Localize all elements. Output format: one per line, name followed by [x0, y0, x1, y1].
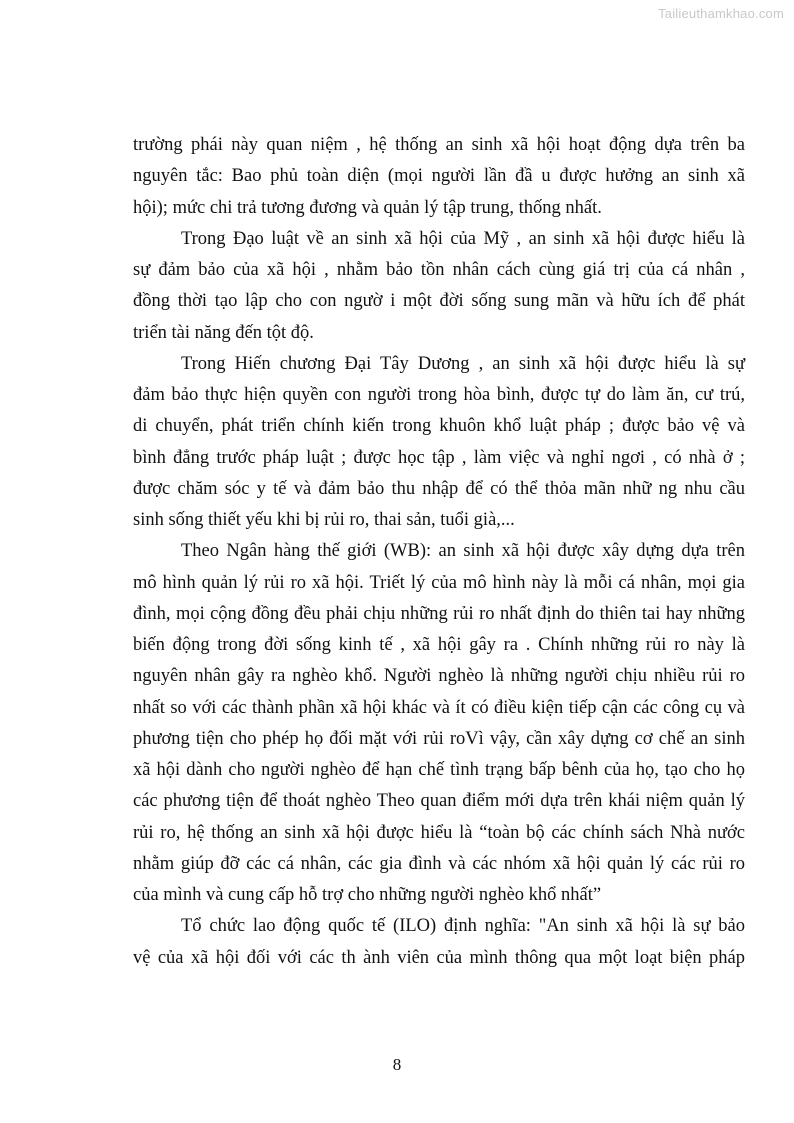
text-line: đình, mọi cộng đồng đều phải chịu những rủi ro nhất định do thiên tai hay những [133, 603, 745, 624]
paragraph-start-line: Theo Ngân hàng thế giới (WB): an sinh xã hội được xây dựng dựa trên [181, 541, 745, 562]
text-line: xã hội dành cho người nghèo để hạn chế tình trạng bấp bênh của họ, tạo cho họ [133, 760, 745, 780]
text-line: bình đẳng trước pháp luật ; được học tập , làm việc và nghỉ ngơi , có nhà ở ; [133, 447, 745, 468]
text-line: sinh sống thiết yếu khi bị rủi ro, thai sản, tuổi già,... [133, 510, 515, 530]
text-line: được chăm sóc y tế và đảm bảo thu nhập để có thể thỏa mãn nhữ ng nhu cầu [133, 478, 745, 499]
text-line: phương tiện cho phép họ đối mặt với rủi roVì vậy, cần xây dựng cơ chế an sinh [133, 728, 745, 749]
text-line: sự đảm bảo của xã hội , nhằm bảo tồn nhân cách cùng giá trị của cá nhân , [133, 260, 745, 280]
text-line: của mình và cung cấp hỗ trợ cho những người nghèo khổ nhất” [133, 885, 602, 905]
text-line: nhằm giúp đỡ các cá nhân, các gia đình và các nhóm xã hội quản lý các rủi ro [133, 853, 745, 874]
text-line: biến động trong đời sống kinh tế , xã hội gây ra . Chính những rủi ro này là [133, 635, 745, 655]
paragraph-start-line: Trong Đạo luật về an sinh xã hội của Mỹ , an sinh xã hội được hiểu là [181, 228, 745, 249]
text-line: rủi ro, hệ thống an sinh xã hội được hiểu là “toàn bộ các chính sách Nhà nước [133, 822, 745, 843]
text-line: các phương tiện để thoát nghèo Theo quan điểm mới dựa trên khái niệm quản lý [133, 791, 745, 812]
page-number: 8 [392, 1055, 402, 1074]
text-line: vệ của xã hội đối với các th ành viên của mình thông qua một loạt biện pháp [133, 947, 745, 968]
text-line: hội); mức chi trả tương đương và quản lý tập trung, thống nhất. [133, 197, 602, 218]
paragraph-start-line: Trong Hiến chương Đại Tây Dương , an sinh xã hội được hiểu là sự [181, 353, 745, 374]
watermark-text: Tailieuthamkhao.com [658, 6, 784, 21]
text-line: đồng thời tạo lập cho con ngườ i một đời sống sung mãn và hữu ích để phát [133, 291, 745, 312]
body-text [133, 130, 745, 974]
text-line: triển tài năng đến tột độ. [133, 322, 314, 343]
text-line: nguyên nhân gây ra nghèo khổ. Người nghèo là những người chịu nhiều rủi ro [133, 666, 745, 687]
text-line: nhất so với các thành phần xã hội khác và ít có điều kiện tiếp cận các công cụ và [133, 697, 745, 718]
paragraph-start-line: Tổ chức lao động quốc tế (ILO) định nghĩa: "An sinh xã hội là sự bảo [181, 916, 745, 937]
text-line: mô hình quản lý rủi ro xã hội. Triết lý của mô hình này là mỗi cá nhân, mọi gia [133, 572, 745, 593]
text-line: di chuyển, phát triển chính kiến trong khuôn khổ luật pháp ; được bảo vệ và [133, 416, 745, 437]
text-line: nguyên tắc: Bao phủ toàn diện (mọi người lần đầ u được hưởng an sinh xã [133, 166, 745, 187]
text-line: đảm bảo thực hiện quyền con người trong hòa bình, được tự do làm ăn, cư trú, [133, 385, 745, 405]
text-line: trường phái này quan niệm , hệ thống an sinh xã hội hoạt động dựa trên ba [133, 135, 745, 155]
